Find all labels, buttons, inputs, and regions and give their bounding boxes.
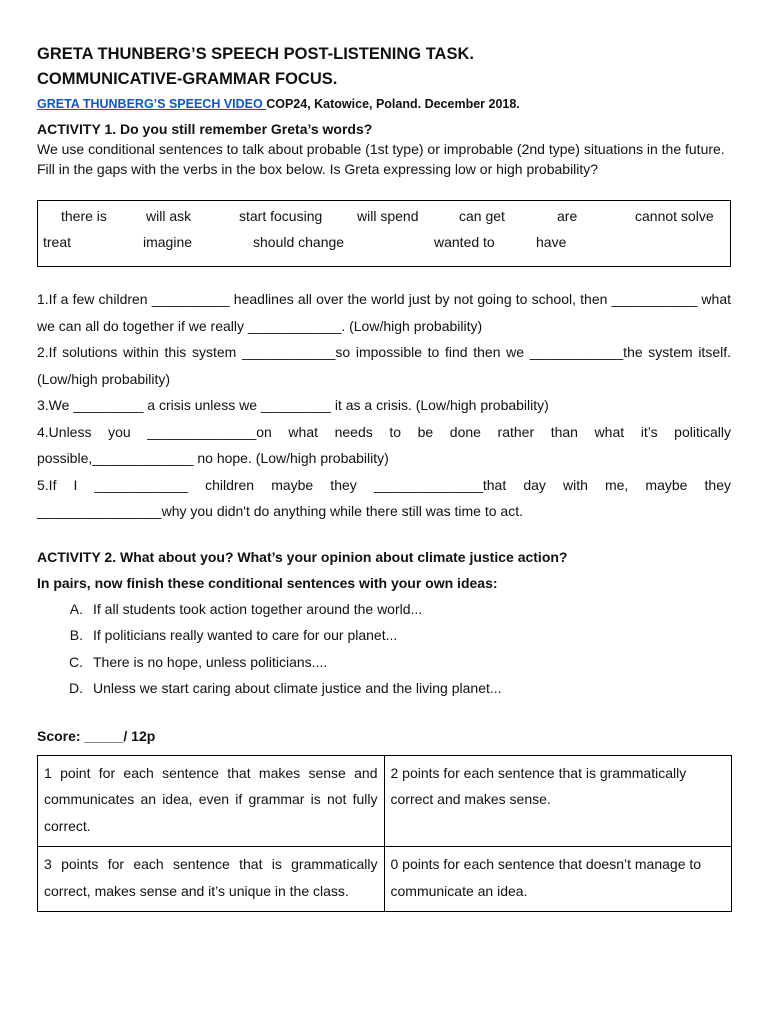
word-item: start focusing [239,208,323,224]
item-text: There is no hope, unless politicians.... [93,653,328,670]
video-reference [37,95,731,113]
video-details: COP24, Katowice, Poland. December 2018. [266,97,520,111]
gap-fill-sentences [37,286,731,525]
sentence-3: 3.We _________ a crisis unless we _________ it as a crisis. (Low/high probability) [37,397,549,413]
activity2 [37,544,731,702]
word-item: imagine [143,234,193,250]
item-letter: A. [69,600,83,617]
activity1-instructions: We use conditional sentences to talk about probable (1st type) or improbable (2nd type) situations in the future. Fill in the gaps with the verbs in the box below. Is Greta expressing low or high probability? [37,141,725,177]
sentence-1: 1.If a few children __________ headlines all over the world just by not going to school, then ___________ what we can all do together if we really ____________. (Low/high probability) [37,291,731,334]
item-text: If all students took action together around the world... [93,600,423,617]
list-item [37,675,731,702]
item-letter: B. [69,627,83,643]
word-item: there is [61,208,107,224]
title-line-1: GRETA THUNBERG’S SPEECH POST-LISTENING TASK. [37,45,474,63]
table-row [38,755,732,847]
sentence-4: 4.Unless you ______________on what needs to be done rather than what it’s politically possible,_____________ no hope. (Low/high probability) [37,423,731,466]
word-box [37,200,731,267]
item-text: Unless we start caring about climate justice and the living planet... [93,680,502,696]
list-item [37,649,731,676]
word-item: will spend [357,208,419,224]
activity1-heading: ACTIVITY 1. Do you still remember Greta’s words? [37,121,373,137]
title-line-2: COMMUNICATIVE-GRAMMAR FOCUS. [37,70,338,88]
activity2-heading: ACTIVITY 2. What about you? What’s your opinion about climate justice action? [37,548,568,565]
list-item [37,596,731,623]
word-item: can get [459,208,505,224]
word-item: have [536,234,567,250]
item-letter: C. [69,653,83,670]
rubric-cell: 3 points for each sentence that is grammatically correct, makes sense and it’s unique in the class. [38,847,385,912]
sentence-2: 2.If solutions within this system ____________so impossible to find then we ____________the system itself. (Low/high probability) [37,344,731,387]
word-item: should change [253,234,345,250]
item-letter: D. [69,680,83,696]
word-item: wanted to [434,234,495,250]
worksheet [37,42,731,912]
rubric-cell: 2 points for each sentence that is grammatically correct and makes sense. [384,755,732,847]
word-item: treat [43,234,72,250]
table-row [38,847,732,912]
list-item [37,622,731,649]
sentence-5: 5.If I ____________ children maybe they ______________that day with me, maybe they ________________why you didn't do anything while there still was time to act. [37,476,731,519]
word-item: will ask [146,208,192,224]
rubric-cell: 1 point for each sentence that makes sense and communicates an idea, even if grammar is not fully correct. [38,755,385,847]
word-item: are [557,208,578,224]
activity2-list [37,596,731,702]
item-text: If politicians really wanted to care for our planet... [93,627,398,643]
word-item: cannot solve [635,208,714,224]
score-label: Score: _____/ 12p [37,727,156,744]
scoring-rubric-table [37,755,732,913]
video-link[interactable]: GRETA THUNBERG’S SPEECH VIDEO [37,97,267,111]
activity2-subheading: In pairs, now finish these conditional sentences with your own ideas: [37,574,498,591]
rubric-cell: 0 points for each sentence that doesn’t manage to communicate an idea. [384,847,732,912]
